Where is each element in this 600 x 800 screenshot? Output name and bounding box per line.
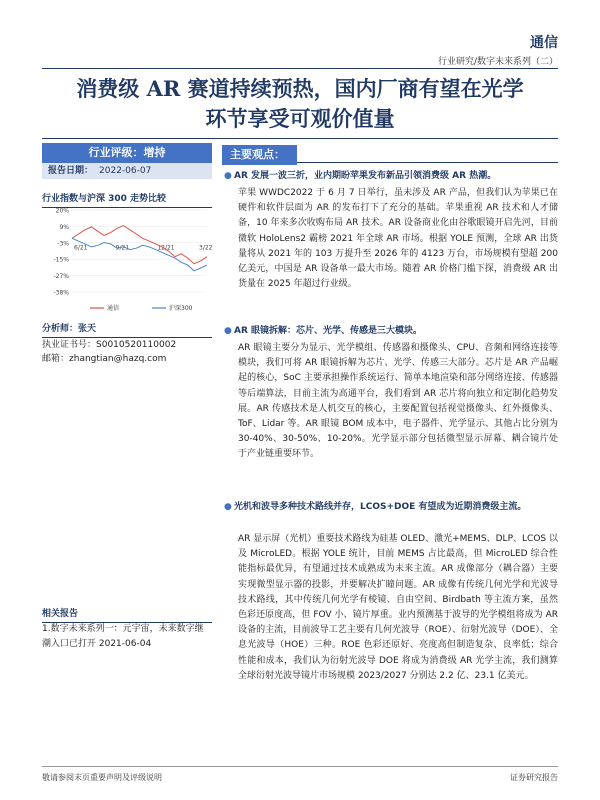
bullet-1	[224, 169, 558, 183]
paragraph-1: 苹果 WWDC2022 于 6 月 7 日举行，虽未涉及 AR 产品，但我们认为苹果已在硬件和软件层面为 AR 的发布打下了充分的基础。苹果重视 AR 技术和人才储备，10 年来多次收购布局 AR 技术。AR 设备商业化由谷歌眼镜开启先河，目前微软 HoloLens2 霸榜 2021 年全球 AR 市场。根据 YOLE 预测，全球 AR 出货量将从 2021 年的 103 万提升至 2026 年的 4123 万台，市场规模有望超 200 亿美元，中国是 AR 设备单一最大市场。随着 AR 价格门槛下探，消费级 AR 出货量在 2025 年超过行业级。	[238, 188, 558, 290]
header-series: 行业研究/数字未来系列（二）	[437, 57, 558, 67]
chart-legend-label: 通信	[107, 305, 120, 312]
analyst-title: 分析师：张天	[42, 321, 212, 338]
rating-box: 行业评级：增持	[42, 143, 212, 163]
chart-x-tick-label: 3/22	[199, 244, 212, 252]
chart-x-tick-label: 12/21	[157, 244, 175, 252]
bullet-1-text: AR 发展一波三折，业内期盼苹果发布新品引领消费级 AR 热潮。	[234, 171, 497, 181]
chart-y-tick-label: 9%	[59, 223, 69, 231]
chart-series-line-0	[72, 226, 207, 264]
chart-series-line-1	[72, 238, 207, 270]
chart-x-tick-label: 6/21	[74, 244, 88, 252]
chart-legend-label: 沪深300	[169, 305, 193, 312]
date-box	[42, 163, 212, 179]
footer-report-type: 证券研究报告	[510, 773, 558, 782]
header-brand: 通信	[530, 35, 558, 51]
email-link[interactable]: zhangtian@hazq.com	[69, 354, 167, 364]
index-chart	[42, 206, 212, 318]
bullet-3	[224, 500, 558, 514]
bullet-dot-icon: ●	[224, 171, 232, 181]
bullet-dot-icon: ●	[224, 326, 232, 336]
footer-disclaimer: 敬请参阅末页重要声明及评级说明	[42, 773, 162, 782]
related-report-link[interactable]: 1.数字未来系列一：元宇宙，未来数字继潮入口已打开 2021-06-04	[42, 624, 204, 649]
chart-title: 行业指数与沪深 300 走势比较	[42, 191, 212, 208]
date-label: 报告日期：	[48, 166, 94, 176]
chart-y-tick-label: 20%	[55, 207, 69, 215]
bullet-2	[224, 324, 558, 338]
related-title: 相关报告	[42, 606, 212, 623]
chart-x-tick-label: 9/21	[115, 244, 130, 252]
chart-y-tick-label: -27%	[53, 273, 69, 281]
chart-y-tick-label: -15%	[53, 256, 69, 264]
date-value: 2022-06-07	[99, 166, 152, 176]
email-label: 邮箱：	[42, 354, 70, 364]
title-line-1: 消费级 AR 赛道持续预热，国内厂商有望在光学	[76, 76, 524, 101]
page-title	[42, 74, 558, 134]
license-label: 执业证书号：	[42, 340, 97, 350]
chart-y-tick-label: -38%	[53, 289, 69, 297]
main-section-header	[222, 143, 558, 163]
license-number: S0010520110002	[96, 340, 177, 350]
bullet-dot-icon: ●	[224, 502, 232, 512]
paragraph-3: AR 显示屏（光机）重要技术路线为硅基 OLED、激光+MEMS、DLP、LCOS 以及 MicroLED。根据 YOLE 统计，目前 MEMS 占比最高，但 MicroLED 综合性能指标最优异，有望通过技术成熟成为未来主流。AR 成像部分（耦合器）主要实现微型显示器的投影，并要解决扩瞳问题。AR 成像有传统几何光学和光波导技术路线，其中传统几何光学有棱镜、自由空间、Birdbath 等主流方案，虽然色彩还原度高，但 FOV 小、镜片厚重。业内预测基于波导的光学模组将成为 AR 设备的主流，目前波导工艺主要有几何光波导（ROE）、衍射光波导（DOE）、全息光波导（HOE）三种。ROE 色彩还原好、亮度高但制造复杂、良率低；综合性能和成本，我们认为衍射光波导 DOE 将成为消费级 AR 光学主流，我们测算全球衍射光波导镜片市场规模 2023/2027 分别达 2.2 亿、23.1 亿美元。	[238, 534, 558, 681]
title-rule	[42, 138, 558, 139]
header-rule	[42, 68, 558, 69]
footer-rule	[42, 766, 558, 767]
license-line	[42, 337, 212, 350]
email-line	[42, 351, 212, 364]
bullet-2-text: AR 眼镜拆解：芯片、光学、传感是三大模块。	[234, 326, 423, 336]
bullet-3-text: 光机和波导多种技术路线并存，LCOS+DOE 有望成为近期消费级主流。	[234, 502, 527, 512]
chart-y-tick-label: -3%	[57, 240, 69, 248]
paragraph-2: AR 眼镜主要分为显示、光学模组、传感器和摄像头、CPU、音频和网络连接等模块，我们可将 AR 眼镜拆解为芯片、光学、传感三大部分。芯片是 AR 产品崛起的核心，SoC 主要承担操作系统运行、简单本地渲染和部分网络连接、传感器等后端算法，目前主流为高通平台，我们看到 AR 芯片将向独立和定制化趋势发展。AR 传感技术是人机交互的核心，主要配置包括视觉摄像头、红外摄像头、ToF、Lidar 等。AR 眼镜 BOM 成本中，电子器件、光学显示、其他占比分别为 30-40%、30-50%、10-20%。光学显示部分包括微型显示屏幕、耦合镜片处于产业链重要环节。	[238, 343, 558, 460]
title-line-2: 环节享受可观价值量	[205, 106, 395, 131]
main-section-title: 主要观点：	[222, 145, 297, 165]
